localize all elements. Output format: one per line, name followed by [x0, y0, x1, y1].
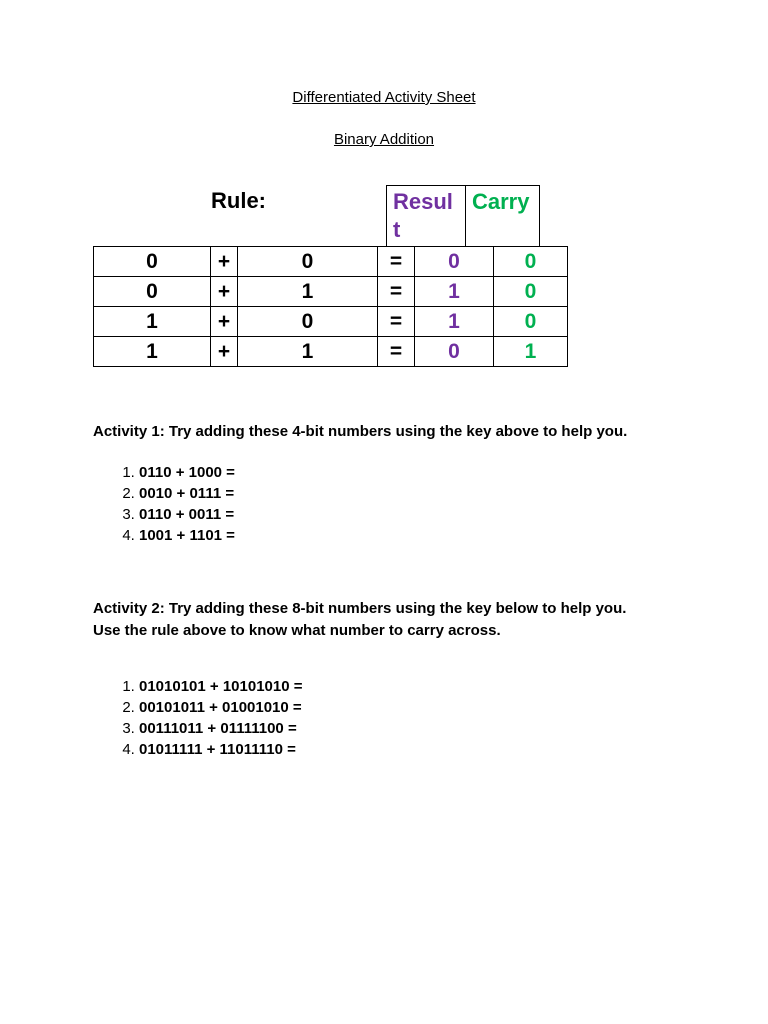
rule-row [94, 277, 568, 307]
activity1-instruction: Activity 1: Try adding these 4-bit numbers using the key above to help you. [93, 423, 628, 440]
rule-row [94, 247, 568, 277]
list-item: 2. 00101011 + 01001010 = [139, 697, 303, 718]
result-value: 1 [415, 277, 494, 307]
carry-value: 0 [494, 307, 568, 337]
operand-b: 0 [238, 247, 378, 277]
document-subtitle: Binary Addition [333, 131, 435, 148]
operand-b: 1 [238, 337, 378, 367]
list-item: 2. 0010 + 0111 = [139, 483, 235, 504]
list-item: 3. 0110 + 0011 = [139, 504, 235, 525]
result-value: 0 [415, 337, 494, 367]
rule-label: Rule: [211, 188, 266, 213]
carry-value: 0 [494, 247, 568, 277]
operand-a: 0 [94, 277, 211, 307]
equals-sign: = [378, 307, 415, 337]
activity2-instruction-line1: Activity 2: Try adding these 8-bit numbers using the key below to help you. [93, 600, 627, 617]
carry-value: 1 [494, 337, 568, 367]
operand-b: 0 [238, 307, 378, 337]
activity2-problem-list [93, 676, 303, 760]
list-item: 1. 01010101 + 10101010 = [139, 676, 303, 697]
result-header: Resul t [387, 186, 466, 247]
plus-sign: + [211, 277, 238, 307]
result-carry-header-table [386, 185, 540, 247]
result-value: 0 [415, 247, 494, 277]
list-item: 4. 01011111 + 11011110 = [139, 739, 303, 760]
binary-rule-table [93, 246, 568, 367]
list-item: 1. 0110 + 1000 = [139, 462, 235, 483]
document-title: Differentiated Activity Sheet [292, 89, 476, 106]
list-item: 3. 00111011 + 01111100 = [139, 718, 303, 739]
carry-value: 0 [494, 277, 568, 307]
rule-row [94, 307, 568, 337]
equals-sign: = [378, 247, 415, 277]
operand-b: 1 [238, 277, 378, 307]
activity1-problem-list [93, 462, 235, 546]
plus-sign: + [211, 247, 238, 277]
rule-row [94, 337, 568, 367]
operand-a: 1 [94, 307, 211, 337]
operand-a: 1 [94, 337, 211, 367]
list-item: 4. 1001 + 1101 = [139, 525, 235, 546]
plus-sign: + [211, 307, 238, 337]
activity2-instruction-line2: Use the rule above to know what number to carry across. [93, 622, 501, 639]
operand-a: 0 [94, 247, 211, 277]
result-value: 1 [415, 307, 494, 337]
equals-sign: = [378, 337, 415, 367]
equals-sign: = [378, 277, 415, 307]
plus-sign: + [211, 337, 238, 367]
carry-header: Carry [466, 186, 540, 247]
